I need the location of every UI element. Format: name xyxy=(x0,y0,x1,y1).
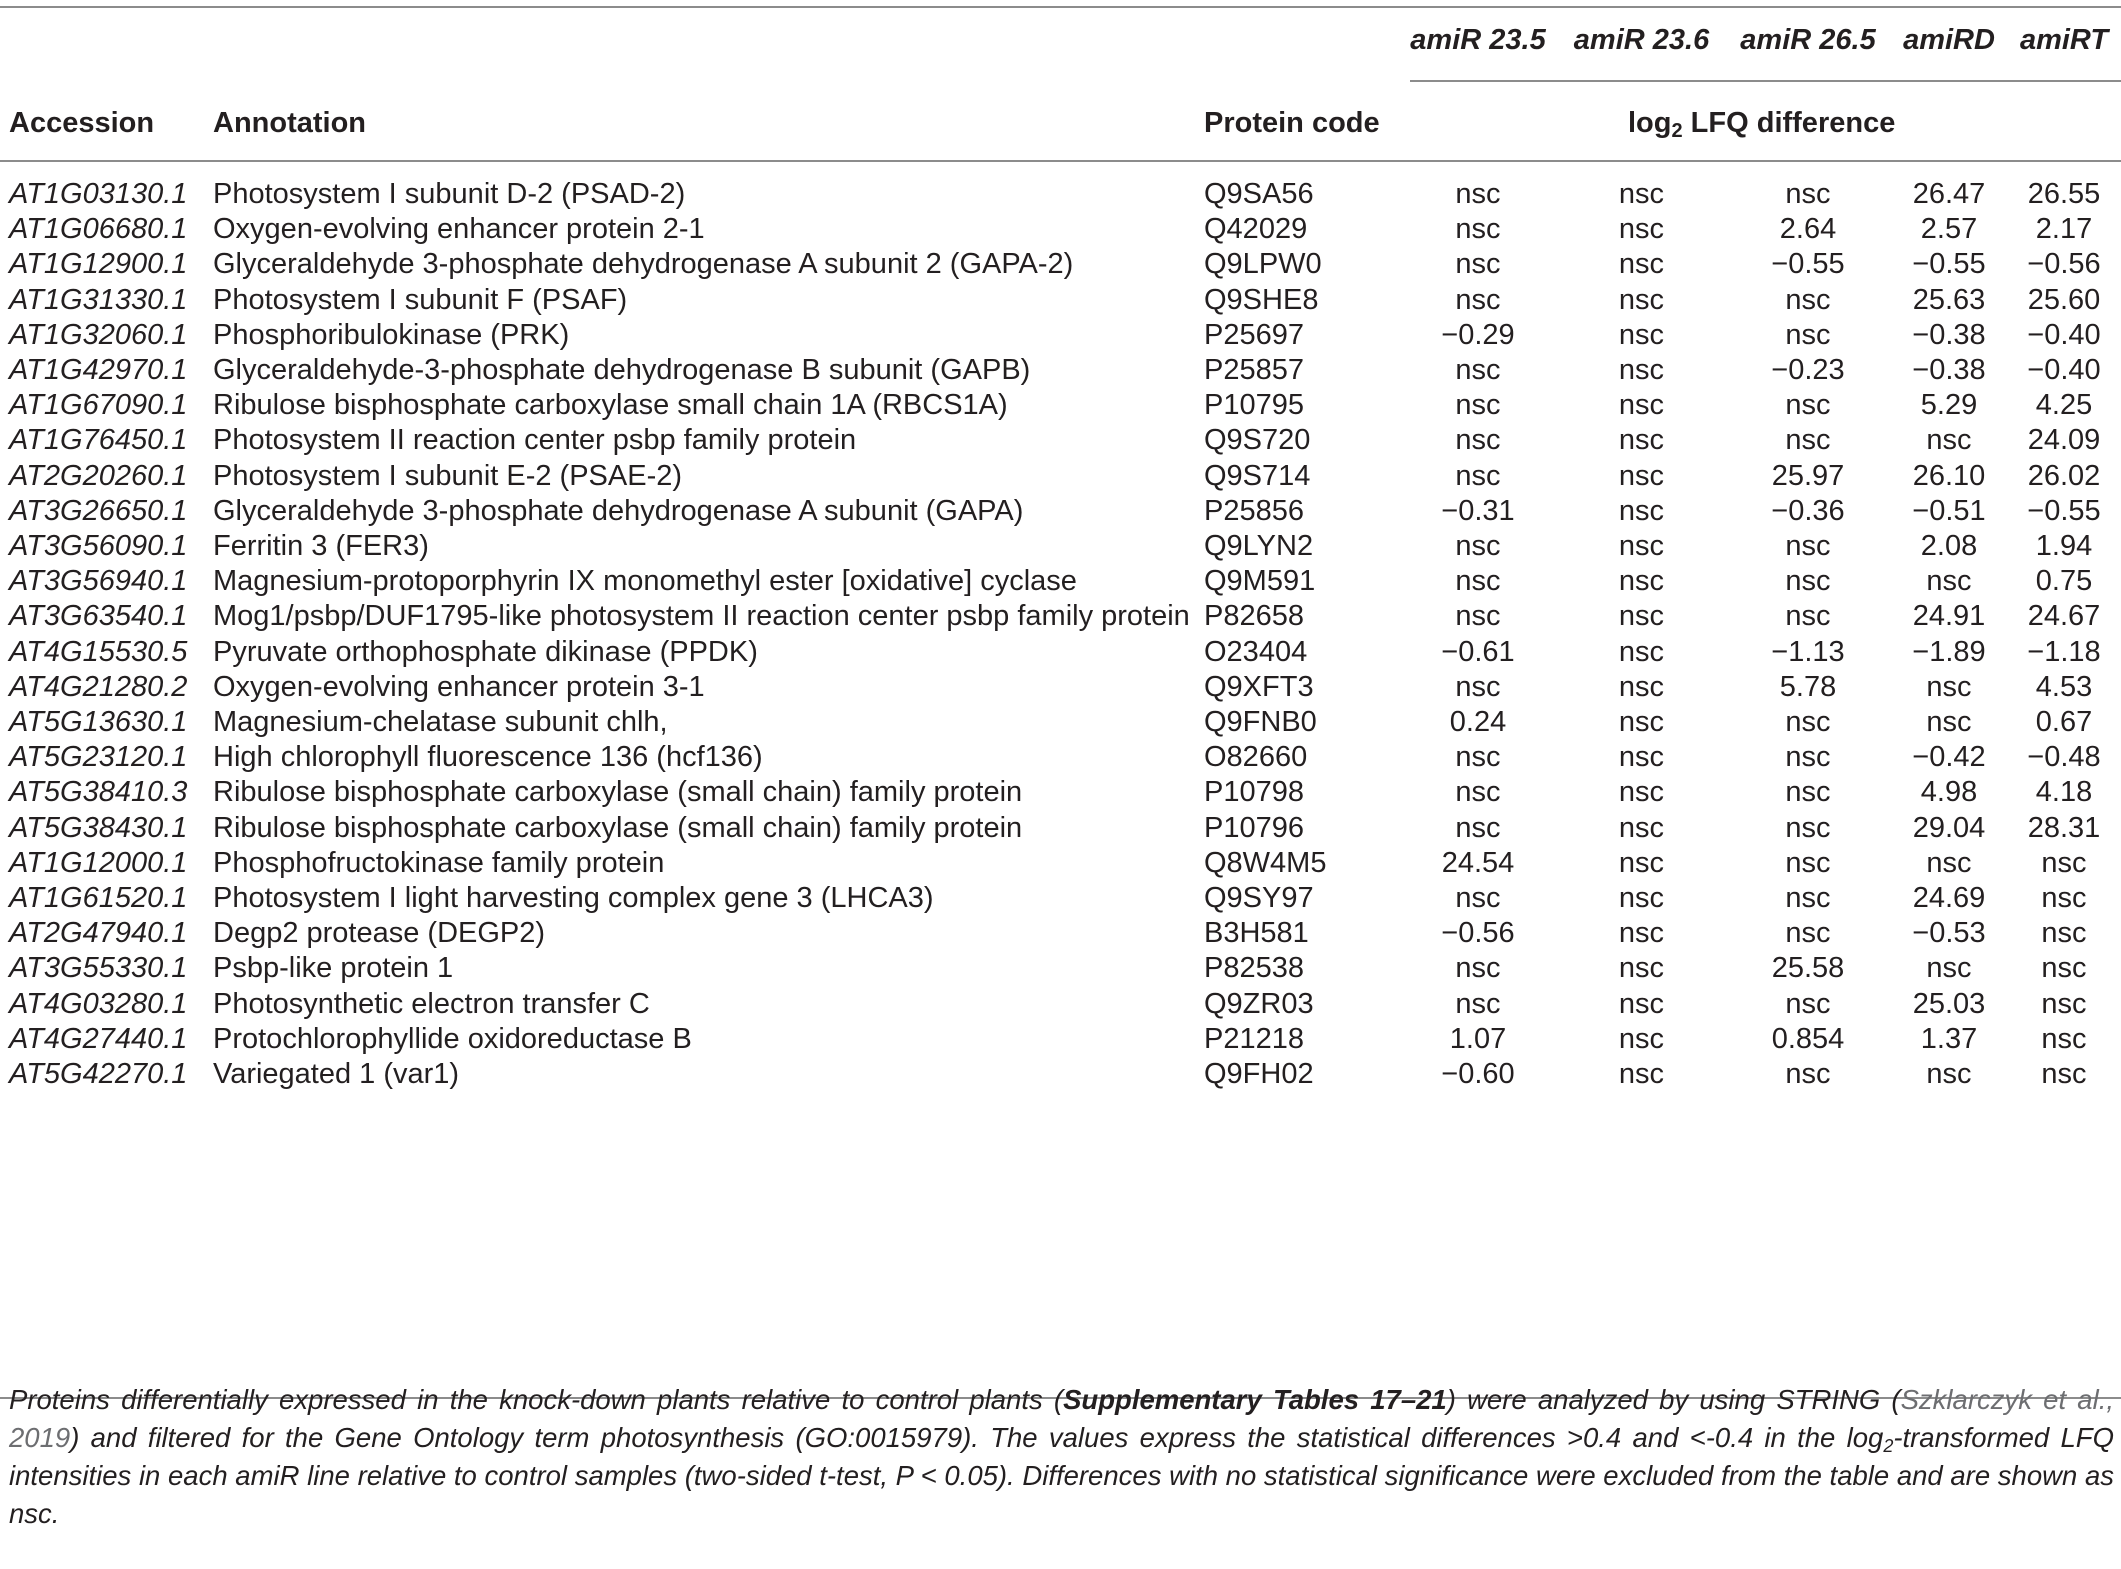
accession-cell: AT1G12900.1 xyxy=(9,248,188,280)
amiR-23-6-cell: nsc xyxy=(1618,952,1665,984)
amiR-26-5-cell: −0.55 xyxy=(1771,248,1845,280)
amiRT-cell: 26.02 xyxy=(2027,460,2101,492)
accession-cell: AT5G38410.3 xyxy=(9,776,188,808)
amiR-23-5-cell: −0.60 xyxy=(1441,1058,1515,1090)
header-rule xyxy=(0,160,2121,162)
amiR-23-6-cell: nsc xyxy=(1618,284,1665,316)
amiR-26-5-cell: −0.36 xyxy=(1771,495,1845,527)
amiR-23-5-cell: 1.07 xyxy=(1449,1023,1507,1055)
annotation-cell: Glyceraldehyde 3-phosphate dehydrogenase A subunit (GAPA) xyxy=(213,495,1024,527)
amiRD-cell: −0.38 xyxy=(1912,354,1986,386)
amiR-26-5-cell: nsc xyxy=(1785,319,1831,351)
annotation-cell: Ribulose bisphosphate carboxylase (small chain) family protein xyxy=(213,776,1023,808)
amiRT-cell: 1.94 xyxy=(2035,530,2093,562)
accession-cell: AT2G20260.1 xyxy=(9,460,188,492)
protein-code-cell: B3H581 xyxy=(1204,917,1309,949)
amiR-26-5-cell: nsc xyxy=(1785,988,1831,1020)
amiR-23-5-cell: nsc xyxy=(1455,988,1501,1020)
annotation-cell: Ferritin 3 (FER3) xyxy=(213,530,429,562)
amiRD-cell: 24.69 xyxy=(1912,882,1986,914)
accession-cell: AT1G76450.1 xyxy=(9,424,188,456)
amiR-23-6-cell: nsc xyxy=(1618,776,1665,808)
amiRD-cell: −0.53 xyxy=(1912,917,1986,949)
accession-cell: AT1G12000.1 xyxy=(9,847,188,879)
amiRT-cell: 2.17 xyxy=(2035,213,2093,245)
accession-cell: AT4G21280.2 xyxy=(9,671,188,703)
annotation-cell: Photosystem I subunit D-2 (PSAD-2) xyxy=(213,178,686,210)
amiR-23-5-cell: nsc xyxy=(1455,248,1501,280)
protein-code-cell: Q8W4M5 xyxy=(1204,847,1327,879)
amiR-23-6-cell: nsc xyxy=(1618,671,1665,703)
accession-cell: AT1G31330.1 xyxy=(9,284,188,316)
top-rule xyxy=(0,6,2121,8)
annotation-cell: Photosystem I subunit E-2 (PSAE-2) xyxy=(213,460,683,492)
accession-cell: AT1G06680.1 xyxy=(9,213,188,245)
protein-code-cell: P82658 xyxy=(1204,600,1304,632)
annotation-cell: Photosystem I light harvesting complex gene 3 (LHCA3) xyxy=(213,882,934,914)
amiR-23-6-cell: nsc xyxy=(1618,741,1665,773)
amiRD-cell: nsc xyxy=(1926,847,1972,879)
amiR-26-5-cell: nsc xyxy=(1785,706,1831,738)
amiR-23-6-cell: nsc xyxy=(1618,917,1665,949)
amiR-26-5-cell: nsc xyxy=(1785,565,1831,597)
protein-code-cell: O82660 xyxy=(1204,741,1308,773)
amiRD-cell: −1.89 xyxy=(1912,636,1986,668)
amiR-26-5-cell: nsc xyxy=(1785,530,1831,562)
accession-cell: AT2G47940.1 xyxy=(9,917,188,949)
protein-code-cell: Q9XFT3 xyxy=(1204,671,1314,703)
protein-code-cell: Q9ZR03 xyxy=(1204,988,1314,1020)
amiR-23-5-cell: nsc xyxy=(1455,952,1501,984)
amiR-23-6-cell: nsc xyxy=(1618,1058,1665,1090)
amiR-23-6-cell: nsc xyxy=(1618,389,1665,421)
amiR-23-6-cell: nsc xyxy=(1618,812,1665,844)
protein-code-cell: P10795 xyxy=(1204,389,1304,421)
amiRD-cell: 25.63 xyxy=(1912,284,1986,316)
amiR-23-5-cell: nsc xyxy=(1455,776,1501,808)
accession-cell: AT1G42970.1 xyxy=(9,354,188,386)
amiRT-cell: 0.75 xyxy=(2035,565,2093,597)
amiR-26-5-cell: 25.97 xyxy=(1771,460,1845,492)
amiR-23-5-cell: −0.29 xyxy=(1441,319,1515,351)
amiRT-cell: nsc xyxy=(2041,882,2087,914)
amiR-23-6-cell: nsc xyxy=(1618,354,1665,386)
amiR-23-5-cell: nsc xyxy=(1455,424,1501,456)
amiR-23-5-cell: nsc xyxy=(1455,284,1501,316)
amiRT-cell: nsc xyxy=(2041,1023,2087,1055)
annotation-cell: Photosystem I subunit F (PSAF) xyxy=(213,284,628,316)
amiRT-cell: nsc xyxy=(2041,847,2087,879)
annotation-cell: Oxygen-evolving enhancer protein 3-1 xyxy=(213,671,705,703)
annotation-cell: Magnesium-protoporphyrin IX monomethyl ester [oxidative] cyclase xyxy=(213,565,1077,597)
accession-cell: AT5G38430.1 xyxy=(9,812,188,844)
accession-cell: AT5G23120.1 xyxy=(9,741,188,773)
amiR-23-5-cell: nsc xyxy=(1455,671,1501,703)
amiRD-cell: 4.98 xyxy=(1920,776,1978,808)
amiRT-cell: nsc xyxy=(2041,952,2087,984)
amiR-23-5-cell: nsc xyxy=(1455,882,1501,914)
amiRT-cell: −1.18 xyxy=(2027,636,2101,668)
protein-code-cell: Q42029 xyxy=(1204,213,1308,245)
accession-cell: AT3G63540.1 xyxy=(9,600,188,632)
amiR-26-5-cell: 2.64 xyxy=(1779,213,1837,245)
protein-code-cell: P21218 xyxy=(1204,1023,1304,1055)
amiRD-cell: −0.38 xyxy=(1912,319,1986,351)
amiR-26-5-cell: nsc xyxy=(1785,847,1831,879)
amiRD-cell: nsc xyxy=(1926,671,1972,703)
protein-code-cell: Q9M591 xyxy=(1204,565,1316,597)
accession-cell: AT3G56940.1 xyxy=(9,565,188,597)
accession-cell: AT1G61520.1 xyxy=(9,882,188,914)
amiRT-cell: nsc xyxy=(2041,1058,2087,1090)
annotation-cell: Photosynthetic electron transfer C xyxy=(213,988,650,1020)
col-header-amiRD: amiRD xyxy=(1903,24,1995,56)
amiR-26-5-cell: nsc xyxy=(1785,600,1831,632)
amiR-23-5-cell: nsc xyxy=(1455,213,1501,245)
amiR-23-6-cell: nsc xyxy=(1618,248,1665,280)
annotation-cell: Glyceraldehyde-3-phosphate dehydrogenase B subunit (GAPB) xyxy=(213,354,1031,386)
annotation-cell: Pyruvate orthophosphate dikinase (PPDK) xyxy=(213,636,758,668)
accession-cell: AT1G32060.1 xyxy=(9,319,188,351)
amiR-23-6-cell: nsc xyxy=(1618,530,1665,562)
amiR-26-5-cell: nsc xyxy=(1785,1058,1831,1090)
annotation-cell: Psbp-like protein 1 xyxy=(213,952,454,984)
amiR-23-6-cell: nsc xyxy=(1618,178,1665,210)
accession-cell: AT4G15530.5 xyxy=(9,636,188,668)
amiR-26-5-cell: nsc xyxy=(1785,917,1831,949)
annotation-cell: Phosphoribulokinase (PRK) xyxy=(213,319,570,351)
col-header-log2-lfq-difference: $\log_2$ LFQ difference xyxy=(1628,107,1896,142)
protein-code-cell: P10798 xyxy=(1204,776,1304,808)
amiRT-cell: −0.40 xyxy=(2027,319,2101,351)
amiR-23-6-cell: nsc xyxy=(1618,988,1665,1020)
amiRD-cell: nsc xyxy=(1926,952,1972,984)
amiR-26-5-cell: nsc xyxy=(1785,776,1831,808)
amiRD-cell: nsc xyxy=(1926,424,1972,456)
amiR-23-6-cell: nsc xyxy=(1618,1023,1665,1055)
amiRT-cell: 26.55 xyxy=(2027,178,2101,210)
protein-code-cell: Q9FNB0 xyxy=(1204,706,1317,738)
amiR-23-5-cell: −0.31 xyxy=(1441,495,1515,527)
amiR-23-6-cell: nsc xyxy=(1618,882,1665,914)
accession-cell: AT5G42270.1 xyxy=(9,1058,188,1090)
amiRD-cell: 29.04 xyxy=(1912,812,1986,844)
amiR-23-5-cell: nsc xyxy=(1455,600,1501,632)
annotation-cell: Photosystem II reaction center psbp family protein xyxy=(213,424,857,456)
amiR-23-5-cell: nsc xyxy=(1455,460,1501,492)
amiR-23-6-cell: nsc xyxy=(1618,600,1665,632)
amiR-26-5-cell: 0.854 xyxy=(1771,1023,1845,1055)
amiR-26-5-cell: −1.13 xyxy=(1771,636,1845,668)
amiR-23-5-cell: 24.54 xyxy=(1441,847,1515,879)
col-header-amiR-23-5: amiR 23.5 xyxy=(1410,24,1546,56)
accession-cell: AT1G03130.1 xyxy=(9,178,188,210)
annotation-cell: Mog1/psbp/DUF1795-like photosystem II reaction center psbp family protein xyxy=(213,600,1190,632)
amiR-23-6-cell: nsc xyxy=(1618,319,1665,351)
amiRD-cell: nsc xyxy=(1926,565,1972,597)
amiR-26-5-cell: nsc xyxy=(1785,812,1831,844)
amiR-26-5-cell: nsc xyxy=(1785,178,1831,210)
annotation-cell: Protochlorophyllide oxidoreductase B xyxy=(213,1023,692,1055)
amiR-26-5-cell: nsc xyxy=(1785,284,1831,316)
annotation-cell: Oxygen-evolving enhancer protein 2-1 xyxy=(213,213,705,245)
accession-cell: AT3G56090.1 xyxy=(9,530,188,562)
protein-code-cell: Q9S720 xyxy=(1204,424,1311,456)
amiRD-cell: 2.57 xyxy=(1920,213,1978,245)
amiRT-cell: 24.09 xyxy=(2027,424,2101,456)
protein-code-cell: Q9S714 xyxy=(1204,460,1311,492)
col-header-accession: Accession xyxy=(9,107,155,139)
annotation-cell: Variegated 1 (var1) xyxy=(213,1058,460,1090)
amiR-23-5-cell: nsc xyxy=(1455,741,1501,773)
protein-code-cell: O23404 xyxy=(1204,636,1308,668)
amiR-23-6-cell: nsc xyxy=(1618,847,1665,879)
amiR-23-6-cell: nsc xyxy=(1618,495,1665,527)
protein-code-cell: P10796 xyxy=(1204,812,1304,844)
col-header-amiRT: amiRT xyxy=(2019,24,2109,56)
amiRT-cell: −0.56 xyxy=(2027,248,2101,280)
amiRT-cell: 28.31 xyxy=(2027,812,2101,844)
amiRT-cell: 4.18 xyxy=(2035,776,2093,808)
protein-code-cell: Q9SY97 xyxy=(1204,882,1314,914)
amiR-23-5-cell: nsc xyxy=(1455,178,1501,210)
annotation-cell: Degp2 protease (DEGP2) xyxy=(213,917,546,949)
amiRT-cell: 25.60 xyxy=(2027,284,2101,316)
amiRD-cell: −0.42 xyxy=(1912,741,1986,773)
accession-cell: AT4G27440.1 xyxy=(9,1023,188,1055)
amiRD-cell: nsc xyxy=(1926,1058,1972,1090)
amiRD-cell: nsc xyxy=(1926,706,1972,738)
amiRT-cell: nsc xyxy=(2041,917,2087,949)
amiR-23-6-cell: nsc xyxy=(1618,636,1665,668)
annotation-cell: Ribulose bisphosphate carboxylase (small chain) family protein xyxy=(213,812,1023,844)
amiRD-cell: 2.08 xyxy=(1920,530,1978,562)
protein-code-cell: Q9LPW0 xyxy=(1204,248,1322,280)
amiR-23-5-cell: nsc xyxy=(1455,354,1501,386)
amiRD-cell: 26.47 xyxy=(1912,178,1986,210)
annotation-cell: Ribulose bisphosphate carboxylase small chain 1A (RBCS1A) xyxy=(213,389,1008,421)
accession-cell: AT3G26650.1 xyxy=(9,495,188,527)
protein-code-cell: P25697 xyxy=(1204,319,1304,351)
amiR-23-5-cell: nsc xyxy=(1455,565,1501,597)
amiRT-cell: −0.55 xyxy=(2027,495,2101,527)
amiR-23-5-cell: nsc xyxy=(1455,389,1501,421)
line-header-rule xyxy=(1410,80,2121,82)
amiRT-cell: −0.40 xyxy=(2027,354,2101,386)
protein-code-cell: P82538 xyxy=(1204,952,1304,984)
amiR-23-6-cell: nsc xyxy=(1618,706,1665,738)
amiR-23-5-cell: nsc xyxy=(1455,812,1501,844)
amiRD-cell: 26.10 xyxy=(1912,460,1986,492)
amiRT-cell: −0.48 xyxy=(2027,741,2101,773)
amiR-23-5-cell: 0.24 xyxy=(1449,706,1507,738)
accession-cell: AT4G03280.1 xyxy=(9,988,188,1020)
amiR-23-6-cell: nsc xyxy=(1618,460,1665,492)
amiR-23-6-cell: nsc xyxy=(1618,424,1665,456)
protein-code-cell: P25856 xyxy=(1204,495,1304,527)
amiRT-cell: 4.53 xyxy=(2035,671,2093,703)
protein-code-cell: Q9FH02 xyxy=(1204,1058,1314,1090)
col-header-amiR-26-5: amiR 26.5 xyxy=(1740,24,1876,56)
amiRD-cell: −0.55 xyxy=(1912,248,1986,280)
annotation-cell: Magnesium-chelatase subunit chlh, xyxy=(213,706,668,738)
protein-code-cell: Q9SHE8 xyxy=(1204,284,1319,316)
amiR-23-6-cell: nsc xyxy=(1618,213,1665,245)
amiR-26-5-cell: 5.78 xyxy=(1779,671,1837,703)
accession-cell: AT5G13630.1 xyxy=(9,706,188,738)
amiR-26-5-cell: −0.23 xyxy=(1771,354,1845,386)
amiR-23-5-cell: nsc xyxy=(1455,530,1501,562)
table-caption: Proteins differentially expressed in the knock-down plants relative to control plants (Supplementary Tables 17–21) were analyzed by using STRING (Szklarczyk et al., 2019) and filtered for the Gene Ontology term photosynthesis (GO:0015979). The values express the statistical differences >0.4 and <-0.4 in the $\log_2$-transformed LFQ intensities in each amiR line relative to control samples (two-sided t-test, P < 0.05). Differences with no statistical significance were excluded from the table and are shown as nsc. xyxy=(9,1384,2114,1529)
amiR-26-5-cell: 25.58 xyxy=(1771,952,1845,984)
amiRT-cell: nsc xyxy=(2041,988,2087,1020)
protein-code-cell: Q9SA56 xyxy=(1204,178,1314,210)
amiR-26-5-cell: nsc xyxy=(1785,741,1831,773)
annotation-cell: Phosphofructokinase family protein xyxy=(213,847,665,879)
amiR-26-5-cell: nsc xyxy=(1785,424,1831,456)
accession-cell: AT1G67090.1 xyxy=(9,389,188,421)
annotation-cell: High chlorophyll fluorescence 136 (hcf136) xyxy=(213,741,763,773)
amiR-26-5-cell: nsc xyxy=(1785,882,1831,914)
amiRT-cell: 4.25 xyxy=(2035,389,2093,421)
amiR-23-5-cell: −0.56 xyxy=(1441,917,1515,949)
accession-cell: AT3G55330.1 xyxy=(9,952,188,984)
col-header-protein-code: Protein code xyxy=(1204,107,1380,139)
annotation-cell: Glyceraldehyde 3-phosphate dehydrogenase A subunit 2 (GAPA-2) xyxy=(213,248,1074,280)
amiRD-cell: 5.29 xyxy=(1920,389,1978,421)
amiR-23-6-cell: nsc xyxy=(1618,565,1665,597)
amiRD-cell: 25.03 xyxy=(1912,988,1986,1020)
col-header-annotation: Annotation xyxy=(213,107,367,139)
amiRD-cell: 1.37 xyxy=(1920,1023,1978,1055)
amiRT-cell: 0.67 xyxy=(2035,706,2093,738)
protein-code-cell: Q9LYN2 xyxy=(1204,530,1314,562)
col-header-amiR-23-6: amiR 23.6 xyxy=(1573,24,1710,56)
amiR-23-5-cell: −0.61 xyxy=(1441,636,1515,668)
amiRD-cell: −0.51 xyxy=(1912,495,1986,527)
amiRT-cell: 24.67 xyxy=(2027,600,2101,632)
protein-code-cell: P25857 xyxy=(1204,354,1304,386)
amiR-26-5-cell: nsc xyxy=(1785,389,1831,421)
amiRD-cell: 24.91 xyxy=(1912,600,1986,632)
